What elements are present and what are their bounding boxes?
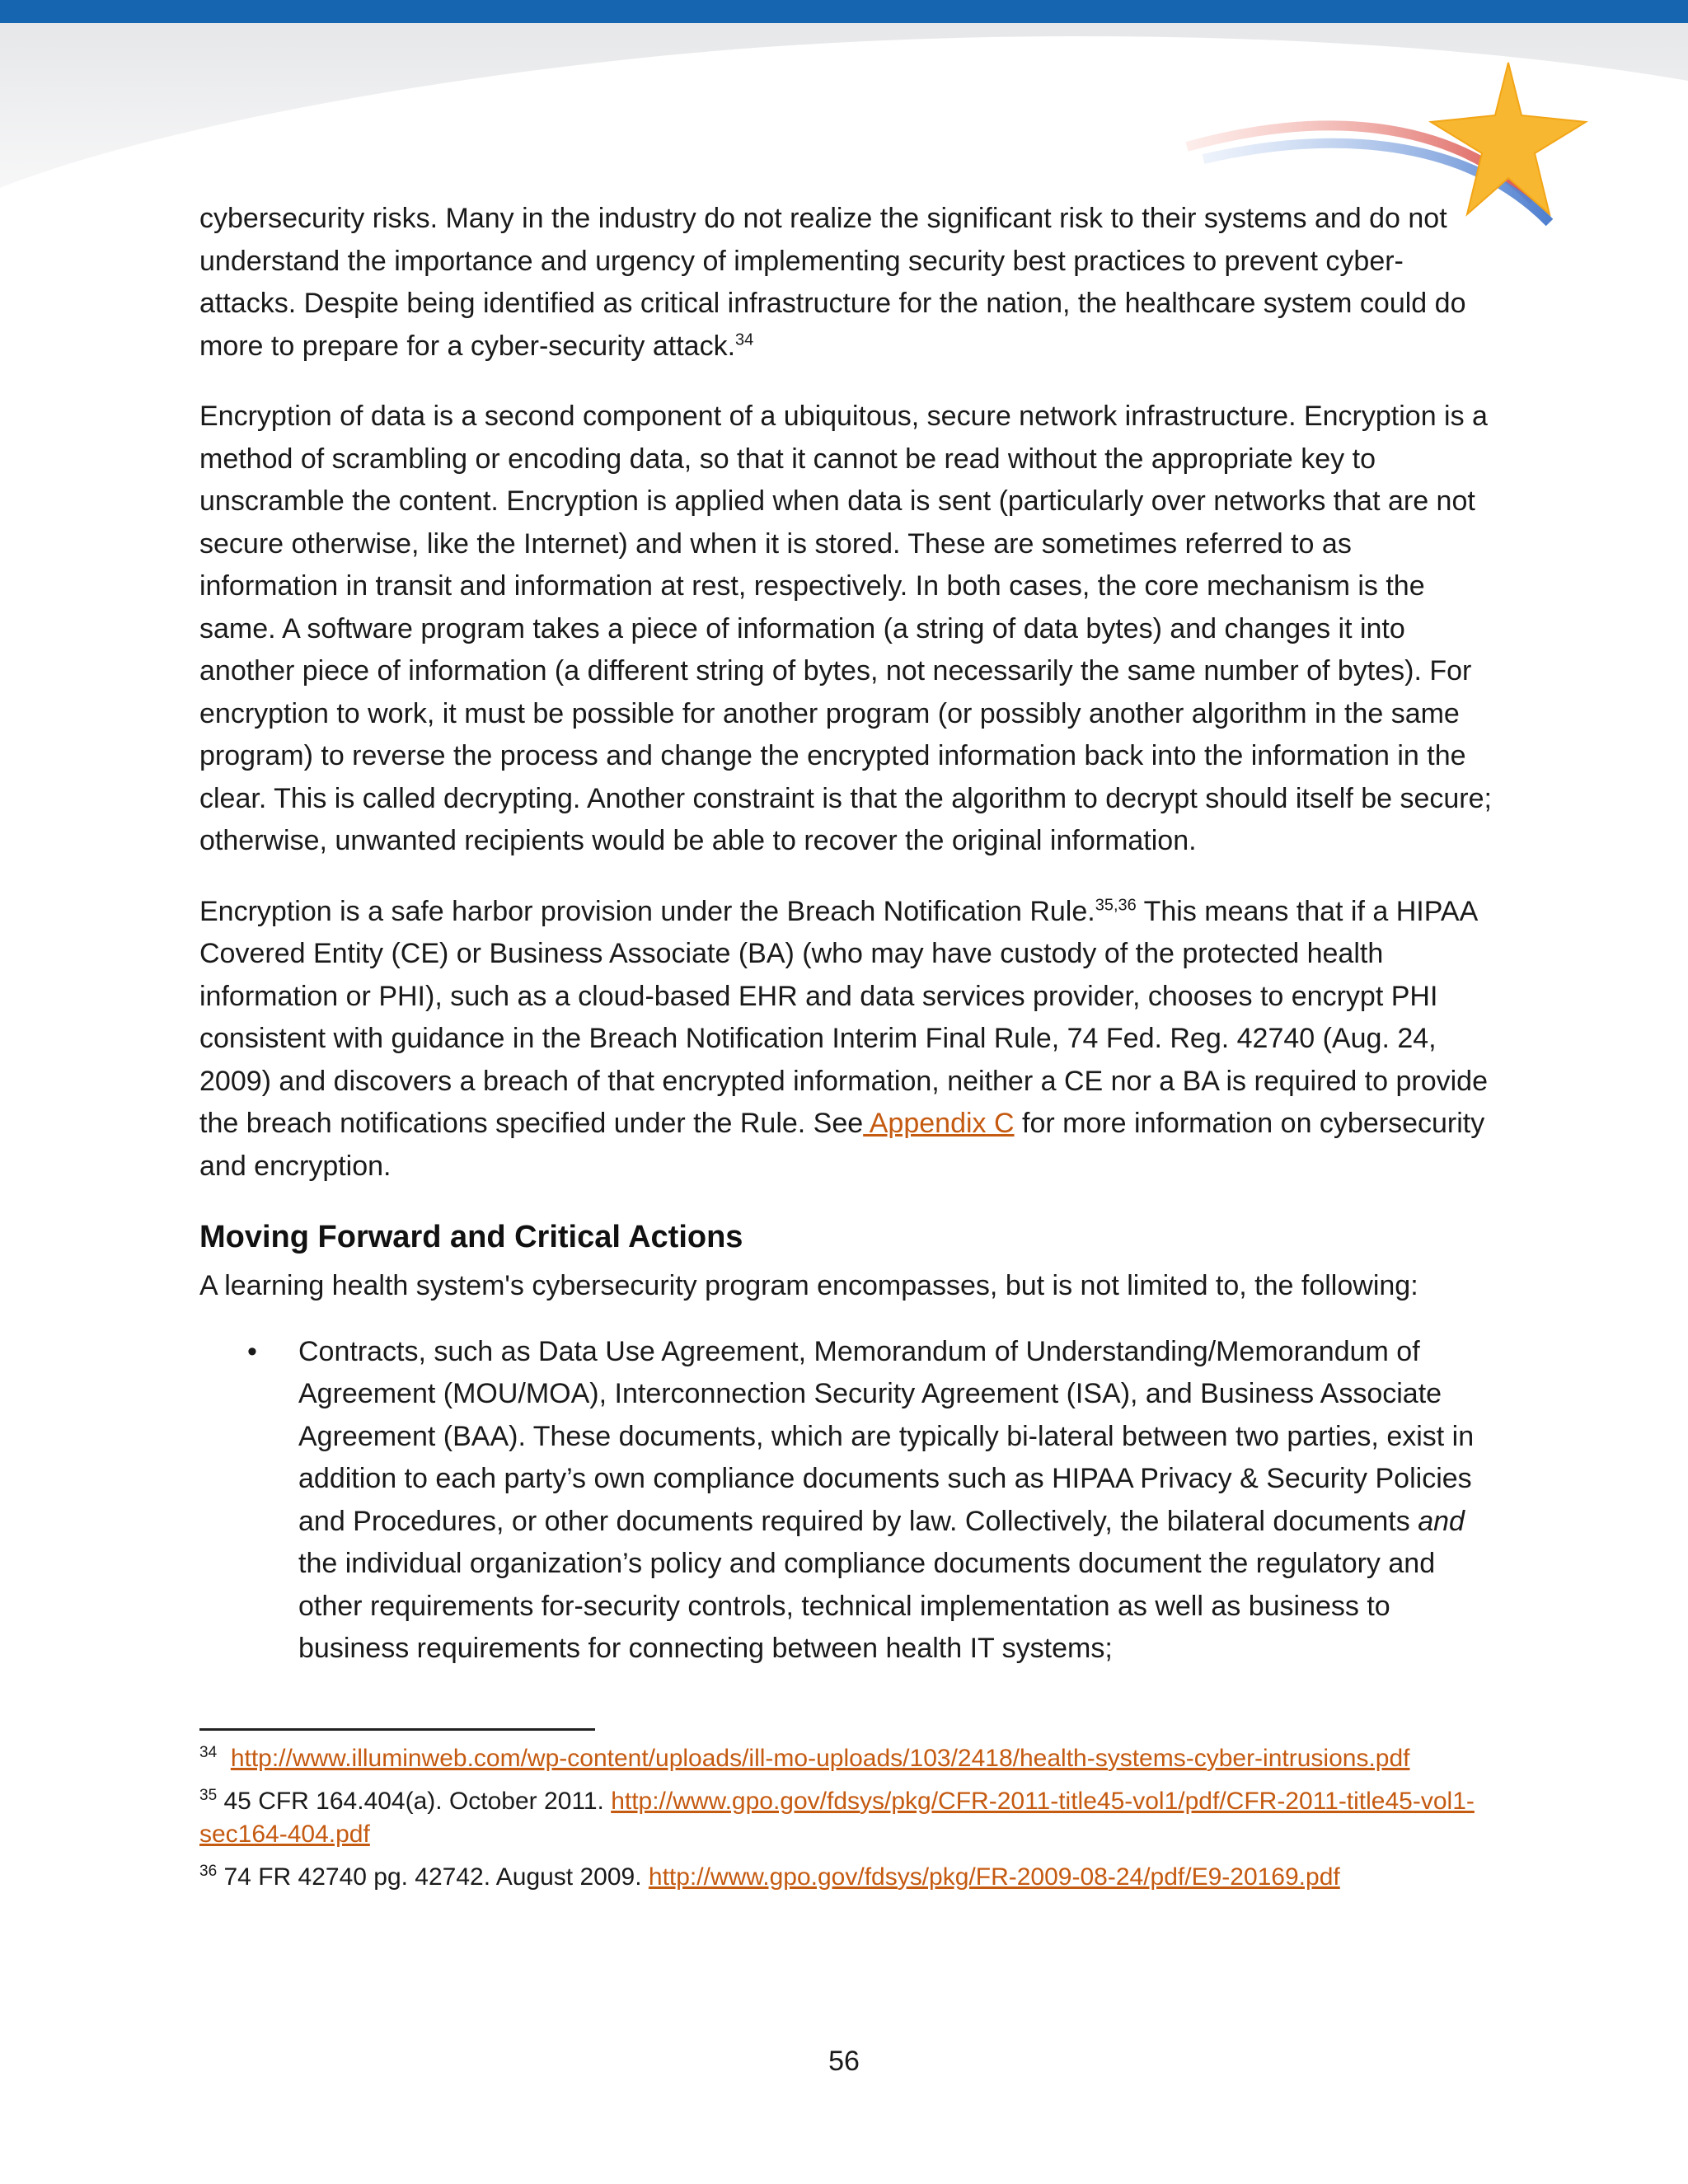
paragraph-safe-harbor [199, 891, 1493, 1188]
section-intro: A learning health system's cybersecurity program encompasses, but is not limited to, the following: [199, 1270, 1418, 1301]
footnote-text: 74 FR 42740 pg. 42742. August 2009. [223, 1863, 649, 1891]
footnote-link[interactable]: http://www.gpo.gov/fdsys/pkg/FR-2009-08-24/pdf/E9-20169.pdf [648, 1863, 1340, 1891]
paragraph-cybersecurity-risks [199, 198, 1493, 368]
footnote-text: 45 CFR 164.404(a). October 2011. [223, 1787, 612, 1815]
footnote-divider [199, 1728, 595, 1731]
section-heading: Moving Forward and Critical Actions [199, 1220, 743, 1254]
appendix-c-link[interactable]: Appendix C [863, 1108, 1015, 1139]
bullet-list [199, 1331, 1493, 1671]
footnotes [199, 1742, 1493, 1894]
footnote-ref-35-36[interactable]: 35,36 [1095, 896, 1137, 915]
footnote-36 [199, 1861, 1493, 1894]
bullet-icon: • [247, 1335, 257, 1367]
paragraph-encryption [199, 396, 1493, 863]
document-body [199, 198, 1493, 1904]
paragraph-text: This means that if a HIPAA Covered Entity (CE) or Business Associate (BA) (who may have custody of the protected health information or PHI), such as a cloud-based EHR and data services provider, chooses to encrypt PHI consistent with guidance in the Breach Notification Interim Final Rule, 74 Fed. Reg. 42740 (Aug. 24, 2009) and discovers a breach of that encrypted information, neither a CE nor a BA is required to provide the breach notifications specified under the Rule. See [199, 895, 1489, 1139]
footnote-35 [199, 1785, 1493, 1851]
footnote-link[interactable]: http://www.illuminweb.com/wp-content/uploads/ill-mo-uploads/103/2418/health-systems-cyber-intrusions.pdf [230, 1744, 1410, 1772]
list-item [199, 1331, 1493, 1671]
footnote-number: 35 [199, 1786, 218, 1804]
paragraph-text: Encryption of data is a second component of a ubiquitous, secure network infrastructure. Encryption is a method of scrambling or encoding data, so that it cannot be read without the appropriate key to unscramble the content. Encryption is applied when data is sent (particularly over networks that are not secure otherwise, like the Internet) and when it is stored. These are sometimes referred to as information in transit and information at rest, respectively. In both cases, the core mechanism is the same. A software program takes a piece of information (a string of data bytes) and changes it into another piece of information (a different string of bytes, not necessarily the same number of bytes). For encryption to work, it must be possible for another program (or possibly another algorithm in the same program) to reverse the process and change the encrypted information back into the information in the clear. This is called decrypting. Another constraint is that the algorithm to decrypt should itself be secure; otherwise, unwanted recipients would be able to recover the original information. [199, 401, 1492, 856]
footnote-ref-34[interactable]: 34 [735, 330, 754, 349]
list-item-emphasis: and [1418, 1505, 1465, 1537]
footnote-link[interactable]: http://www.gpo.gov/fdsys/pkg/CFR-2011-title45-vol1/pdf/CFR-2011-title45-vol1-sec164-404.pdf [199, 1787, 1475, 1848]
footnote-number: 34 [199, 1743, 218, 1761]
list-item-text: the individual organization’s policy and compliance documents document the regulatory and other requirements for-security controls, technical implementation as well as business to business requirements for connecting between health IT systems; [298, 1548, 1436, 1664]
footnote-number: 36 [199, 1862, 218, 1880]
page-number: 56 [828, 2046, 860, 2077]
footnote-34 [199, 1742, 1493, 1775]
list-item-text: Contracts, such as Data Use Agreement, Memorandum of Understanding/Memorandum of Agreement (MOU/MOA), Interconnection Security Agreement (ISA), and Business Associate Agreement (BAA). These documents, which are typically bi-lateral between two parties, exist in addition to each party’s own compliance documents such as HIPAA Privacy & Security Policies and Procedures, or other documents required by law. Collectively, the bilateral documents [298, 1335, 1475, 1537]
paragraph-text: for more information on cybersecurity and encryption. [199, 1108, 1485, 1182]
paragraph-text: Encryption is a safe harbor provision under the Breach Notification Rule. [199, 895, 1095, 927]
header-bar [0, 0, 1688, 23]
paragraph-text: cybersecurity risks. Many in the industry do not realize the significant risk to their systems and do not understand the importance and urgency of implementing security best practices to prevent cyber-attacks. Despite being identified as critical infrastructure for the nation, the healthcare system could do more to prepare for a cyber-security attack. [199, 203, 1466, 362]
